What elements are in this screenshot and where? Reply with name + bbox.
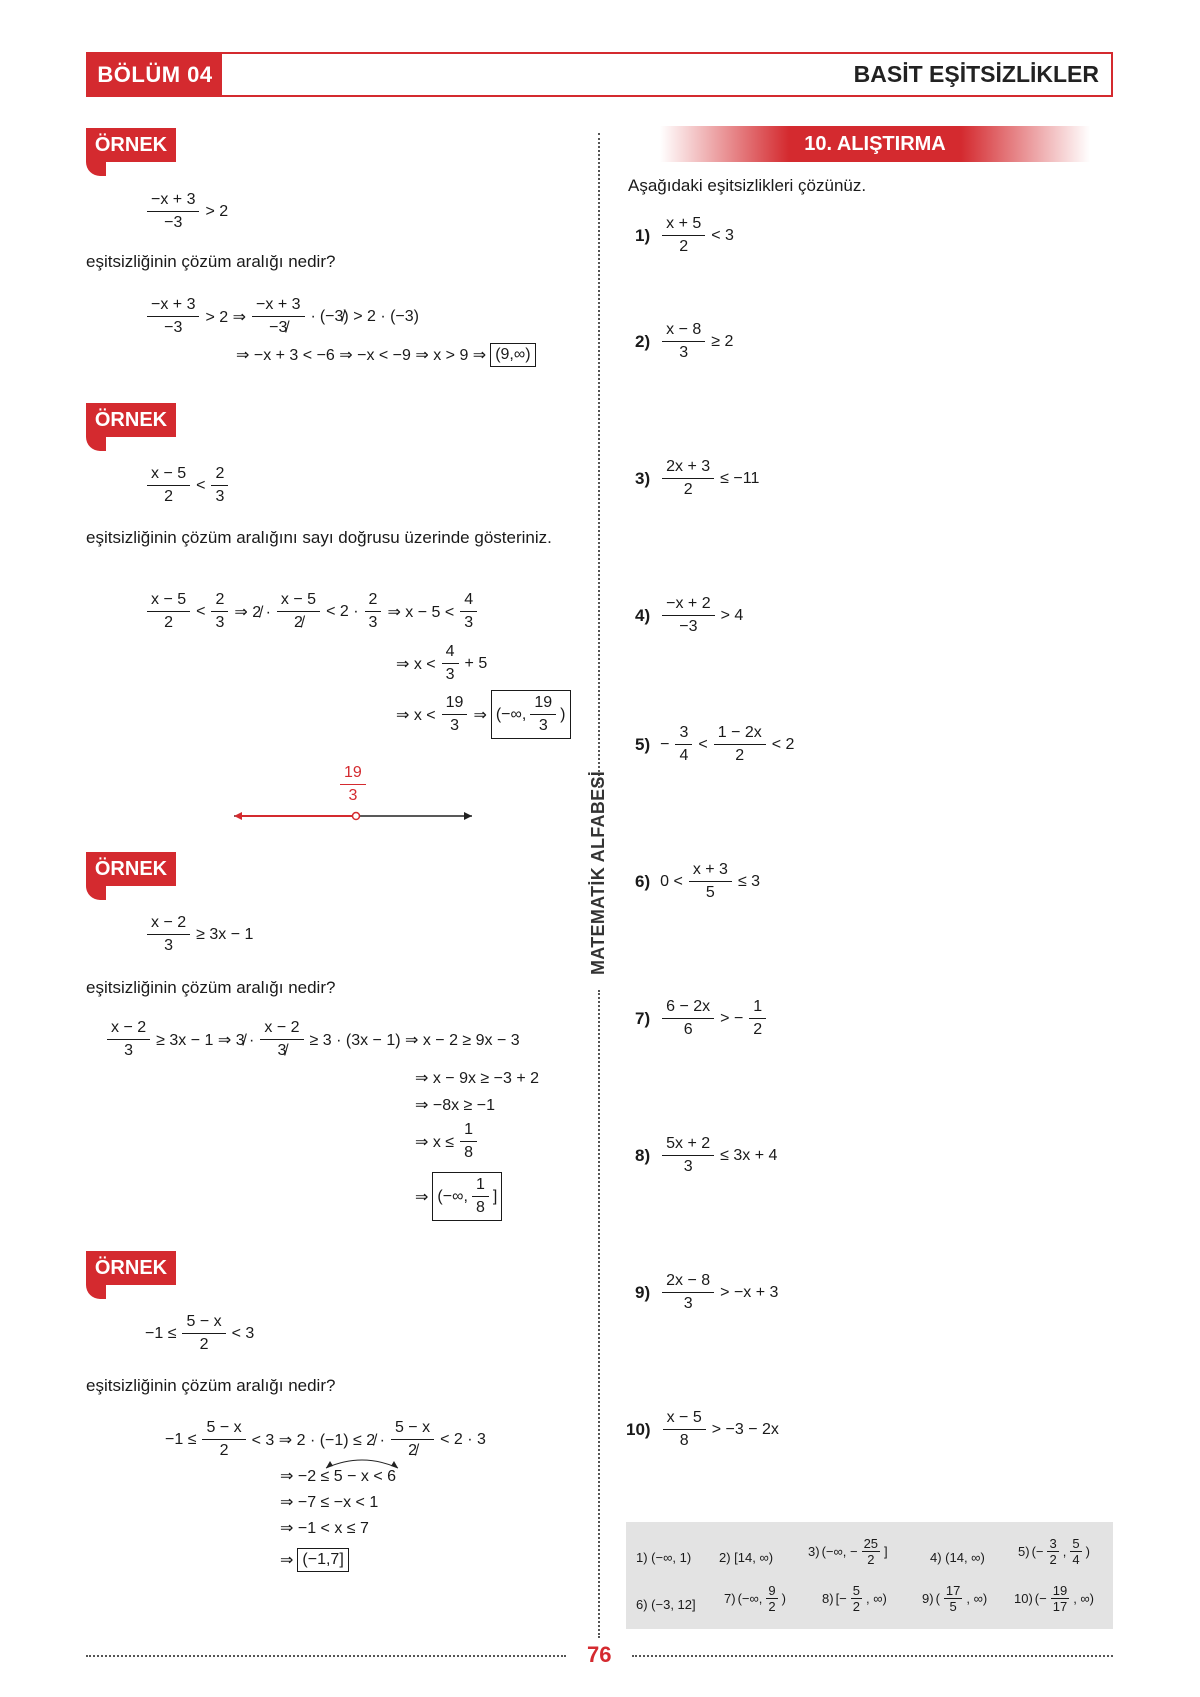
answer-1: 1) (−∞, 1) xyxy=(636,1550,692,1565)
example-1-inequality: $\frac{-x + 3}{-3}$ > 2 xyxy=(145,190,228,233)
example-label: ÖRNEK xyxy=(86,852,176,886)
example-label: ÖRNEK xyxy=(86,128,176,162)
example-3-question: eşitsizliğinin çözüm aralığı nedir? xyxy=(86,978,336,997)
exercise-item: 4) $\frac{-x + 2}{-3}$ > 4 xyxy=(635,595,744,635)
example-4-step-2: ⇒ −2 ≤ 5 − x < 6 xyxy=(280,1468,397,1485)
example-2-step-1: $\frac{x - 5}{2}$ < $\frac{2}{3}$ ⇒ 2̸ · $\frac{x - 5}{2̸}$ < 2 · $\frac{2}{3}$ ⇒ x − 5 < $\frac{4}{3}$ xyxy=(145,590,479,633)
exercise-item: 8) $\frac{5x + 2}{3}$ ≤ 3x + 4 xyxy=(635,1135,778,1175)
page-header xyxy=(86,52,1113,97)
example-3-step-5: ⇒ (−∞, $\frac{1}{8}$ ] xyxy=(415,1172,502,1221)
exercise-item: 5) − $\frac{3}{4}$ < $\frac{1 - 2x}{2}$ < 2 xyxy=(635,724,795,764)
example-3-step-1: $\frac{x - 2}{3}$ ≥ 3x − 1 ⇒ 3̸ · $\frac{x - 2}{3̸}$ ≥ 3 · (3x − 1) ⇒ x − 2 ≥ 9x − 3 xyxy=(105,1018,520,1061)
exercise-item: 7) $\frac{6 - 2x}{6}$ > − $\frac{1}{2}$ xyxy=(635,997,768,1040)
answer-7: 7) (−∞, $\frac{9}{2}$ ) xyxy=(724,1583,786,1614)
exercise-item: 3) $\frac{2x + 3}{2}$ ≤ −11 xyxy=(635,458,760,498)
example-1-step-2: ⇒ −x + 3 < −6 ⇒ −x < −9 ⇒ x > 9 ⇒ (9,∞) xyxy=(236,343,536,367)
example-4-step-5: ⇒ (−1,7] xyxy=(280,1548,349,1572)
example-4-step-1: −1 ≤ $\frac{5 - x}{2}$ < 3 ⇒ 2 · (−1) ≤ 2̸ · $\frac{5 - x}{2̸}$ < 2 · 3 xyxy=(165,1419,486,1459)
example-4-step-4: ⇒ −1 < x ≤ 7 xyxy=(280,1520,369,1537)
answer-4: 4) (14, ∞) xyxy=(930,1550,985,1565)
example-4-step-3: ⇒ −7 ≤ −x < 1 xyxy=(280,1494,379,1511)
example-4-inequality: −1 ≤ $\frac{5 - x}{2}$ < 3 xyxy=(145,1313,255,1353)
example-3-step-2: ⇒ x − 9x ≥ −3 + 2 xyxy=(415,1070,540,1087)
example-2-step-3: ⇒ x < $\frac{19}{3}$ ⇒ (−∞, $\frac{19}{3}$ ) xyxy=(396,690,571,739)
number-line xyxy=(228,808,478,824)
exercise-item: 1) $\frac{x + 5}{2}$ < 3 xyxy=(635,215,734,255)
example-label: ÖRNEK xyxy=(86,403,176,437)
numline-point-label: $\frac{19}{3}$ xyxy=(340,762,366,807)
column-divider-bottom xyxy=(598,990,600,1638)
example-1-question: eşitsizliğinin çözüm aralığı nedir? xyxy=(86,252,336,271)
example-2-answer: (−∞, $\frac{19}{3}$ ) xyxy=(491,690,571,739)
answer-6: 6) (−3, 12] xyxy=(636,1597,696,1612)
answer-10: 10) (− $\frac{19}{17}$ , ∞) xyxy=(1014,1583,1095,1614)
example-2-question: eşitsizliğinin çözüm aralığını sayı doğrusu üzerinde gösteriniz. xyxy=(86,528,552,547)
answer-3: 3) (−∞, − $\frac{25}{2}$ ] xyxy=(808,1536,888,1567)
sidebar-label: MATEMATİK ALFABESİ xyxy=(588,770,608,975)
exercise-item: 2) $\frac{x - 8}{3}$ ≥ 2 xyxy=(635,321,734,361)
example-3-inequality: $\frac{x - 2}{3}$ ≥ 3x − 1 xyxy=(145,913,253,956)
answer-5: 5) (− $\frac{3}{2}$ , $\frac{5}{4}$ ) xyxy=(1018,1536,1090,1567)
example-3-step-4: ⇒ x ≤ $\frac{1}{8}$ xyxy=(415,1120,479,1163)
example-2-step-2: ⇒ x < $\frac{4}{3}$ + 5 xyxy=(396,643,488,683)
example-label: ÖRNEK xyxy=(86,1251,176,1285)
exercise-item: 10) $\frac{x - 5}{8}$ > −3 − 2x xyxy=(626,1409,779,1449)
example-3-answer: (−∞, $\frac{1}{8}$ ] xyxy=(432,1172,502,1221)
example-2-inequality: $\frac{x - 5}{2}$ < $\frac{2}{3}$ xyxy=(145,464,230,507)
column-divider-top xyxy=(598,133,600,788)
chapter-label: BÖLÜM 04 xyxy=(88,54,222,95)
footer-rule-left xyxy=(86,1655,566,1657)
example-1-answer: (9,∞) xyxy=(490,343,535,367)
answer-2: 2) [14, ∞) xyxy=(719,1550,774,1565)
example-3-step-3: ⇒ −8x ≥ −1 xyxy=(415,1097,496,1114)
footer-rule-right xyxy=(632,1655,1113,1657)
exercise-item: 9) $\frac{2x - 8}{3}$ > −x + 3 xyxy=(635,1272,779,1312)
example-1-step-1: $\frac{-x + 3}{-3}$ > 2 ⇒ $\frac{-x + 3}{-3̸}$ · (−3̸) > 2 · (−3) xyxy=(145,295,419,338)
exercise-instruction: Aşağıdaki eşitsizlikleri çözünüz. xyxy=(628,176,867,195)
answer-8: 8) [− $\frac{5}{2}$ , ∞) xyxy=(822,1583,887,1614)
exercise-title: 10. ALIŞTIRMA xyxy=(660,126,1090,162)
chapter-title: BASİT EŞİTSİZLİKLER xyxy=(853,61,1099,87)
exercise-item: 6) 0 < $\frac{x + 3}{5}$ ≤ 3 xyxy=(635,861,761,901)
answer-9: 9) ( $\frac{17}{5}$ , ∞) xyxy=(922,1583,988,1614)
example-4-question: eşitsizliğinin çözüm aralığı nedir? xyxy=(86,1376,336,1395)
answer-key xyxy=(626,1522,1113,1629)
example-4-answer: (−1,7] xyxy=(297,1548,348,1572)
page-number: 76 xyxy=(587,1642,612,1667)
